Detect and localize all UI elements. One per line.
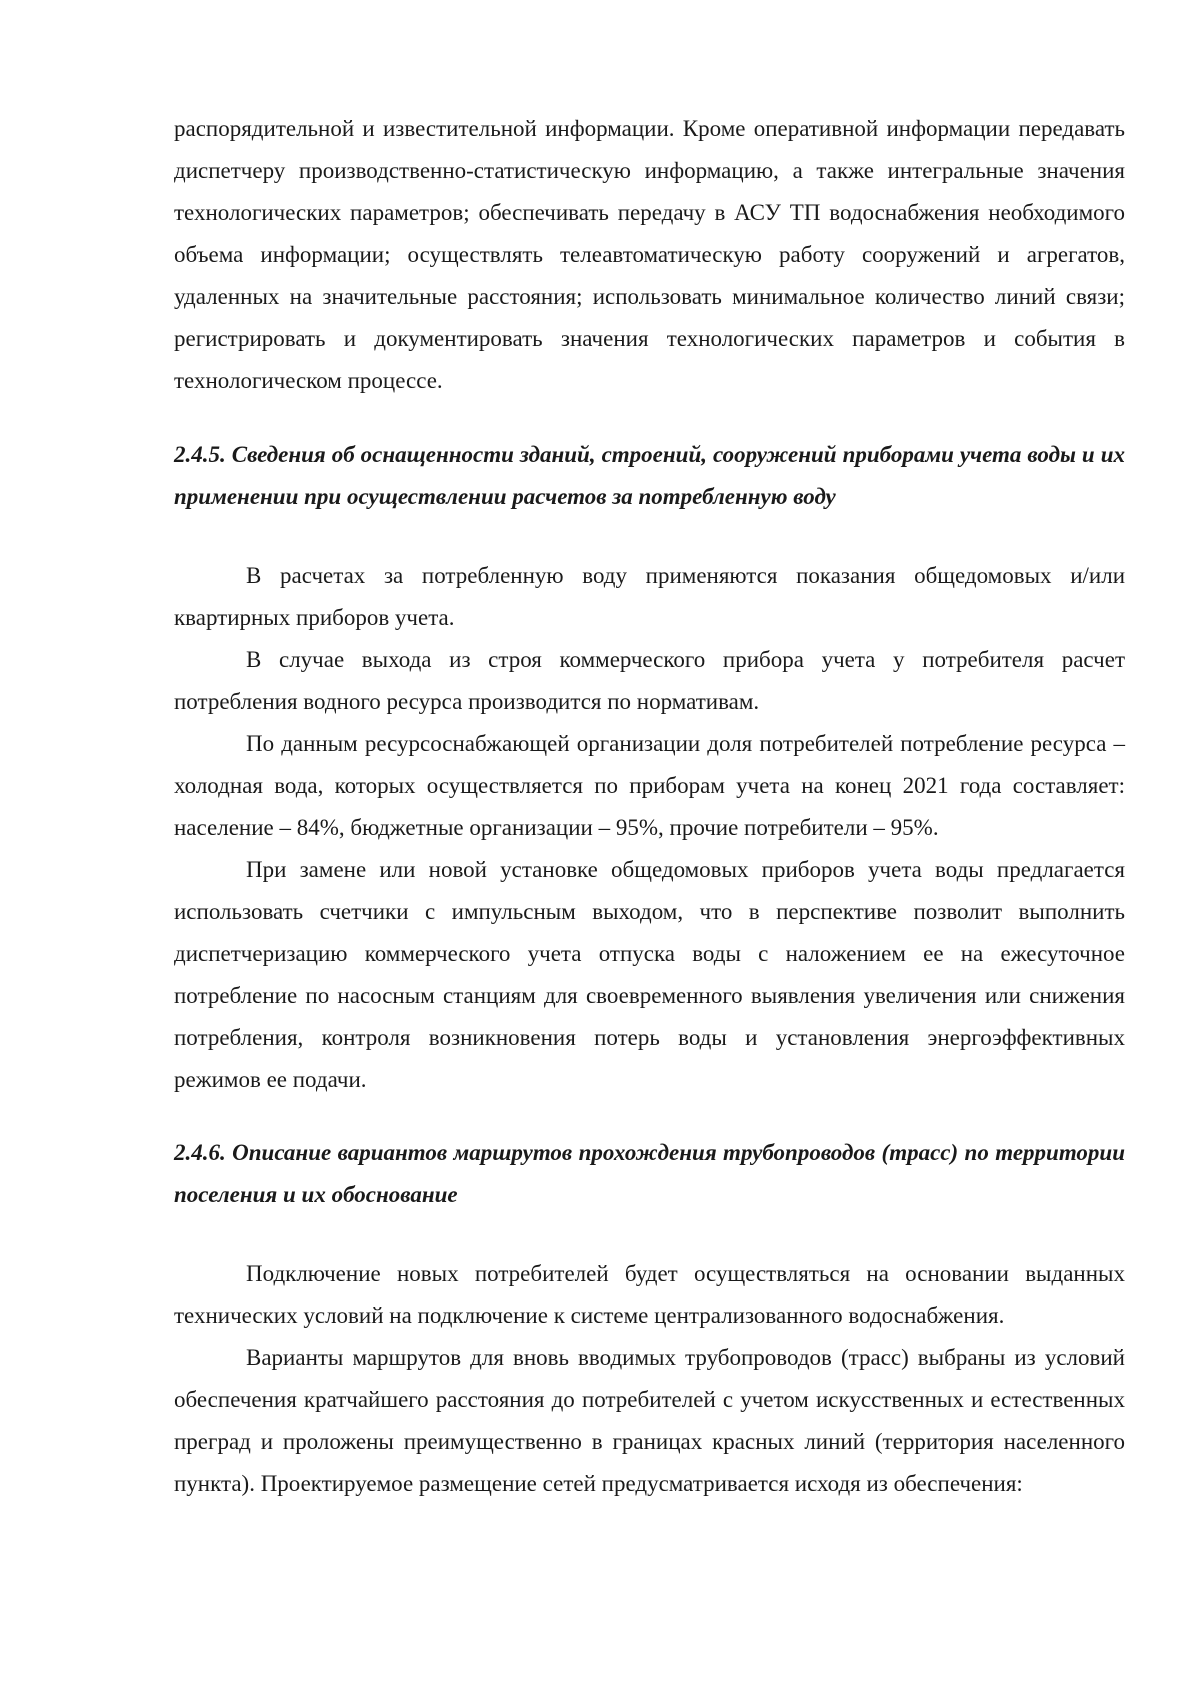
section-heading-2-4-5: 2.4.5. Сведения об оснащенности зданий, строений, сооружений приборами учета воды и их применении при осуществлении расчетов за потребленную воду <box>174 442 1125 509</box>
paragraph-new-consumers: Подключение новых потребителей будет осуществляться на основании выданных технических условий на подключение к системе централизованного водоснабжения. <box>174 1261 1125 1328</box>
paragraph-pulse-meters: При замене или новой установке общедомовых приборов учета воды предлагается использовать счетчики с импульсным выходом, что в перспективе позволит выполнить диспетчеризацию коммерческого учета отпуска воды с наложением ее на ежесуточное потребление по насосным станциям для своевременного выявления увеличения или снижения потребления, контроля возникновения потерь воды и установления энергоэффективных режимов ее подачи. <box>174 857 1125 1092</box>
paragraph-intro: распорядительной и известительной информации. Кроме оперативной информации передавать диспетчеру производственно-статистическую информацию, а также интегральные значения технологических параметров; обеспечивать передачу в АСУ ТП водоснабжения необходимого объема информации; осуществлять телеавтоматическую работу сооружений и агрегатов, удаленных на значительные расстояния; использовать минимальное количество линий связи; регистрировать и документировать значения технологических параметров и события в технологическом процессе. <box>174 116 1125 393</box>
paragraph-meter-failure: В случае выхода из строя коммерческого прибора учета у потребителя расчет потребления водного ресурса производится по нормативам. <box>174 647 1125 714</box>
paragraph-meter-readings: В расчетах за потребленную воду применяются показания общедомовых и/или квартирных приборов учета. <box>174 563 1125 630</box>
document-page <box>174 108 1125 1505</box>
paragraph-route-options: Варианты маршрутов для вновь вводимых трубопроводов (трасс) выбраны из условий обеспечения кратчайшего расстояния до потребителей с учетом искусственных и естественных преград и проложены преимущественно в границах красных линий (территория населенного пункта). Проектируемое размещение сетей предусматривается исходя из обеспечения: <box>174 1345 1125 1496</box>
section-heading-2-4-6: 2.4.6. Описание вариантов маршрутов прохождения трубопроводов (трасс) по территории поселения и их обоснование <box>174 1140 1125 1207</box>
paragraph-metering-share: По данным ресурсоснабжающей организации доля потребителей потребление ресурса – холодная вода, которых осуществляется по приборам учета на конец 2021 года составляет: население – 84%, бюджетные организации – 95%, прочие потребители – 95%. <box>174 731 1125 840</box>
